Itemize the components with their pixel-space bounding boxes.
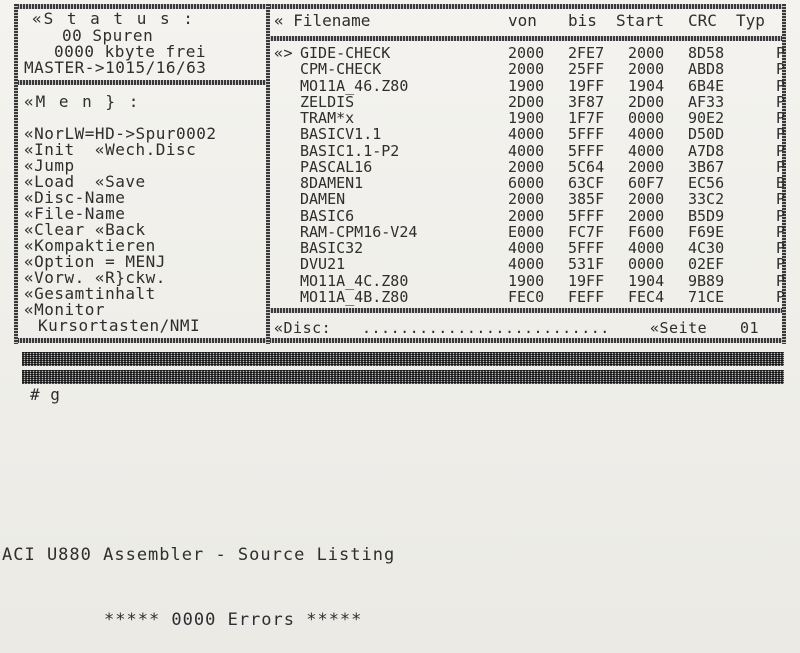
page-number: 01 (740, 319, 760, 337)
header-bis: bis (568, 11, 597, 30)
file-start-cell: 4000 (628, 141, 665, 160)
header-von: von (508, 11, 537, 30)
file-bis-cell: 531F (568, 255, 605, 274)
file-crc-cell: 6B4E (688, 76, 725, 95)
file-typ-cell: P (776, 222, 786, 241)
menu-item-kompaktieren[interactable]: «Kompaktieren (24, 236, 156, 255)
file-row[interactable] (300, 94, 790, 110)
file-crc-cell: F69E (688, 222, 725, 241)
file-bis-cell: 385F (568, 190, 605, 209)
file-von-cell: 2000 (508, 206, 545, 225)
file-typ-cell: P (776, 141, 786, 160)
file-bis-cell: 1F7F (568, 109, 605, 127)
command-prompt[interactable]: # g (30, 385, 61, 404)
file-typ-cell: P (776, 287, 786, 306)
file-start-cell: 1904 (628, 76, 665, 95)
file-typ-cell: P (776, 255, 786, 274)
file-von-cell: FEC0 (508, 287, 545, 306)
file-bis-cell: 5FFF (568, 239, 605, 257)
file-filename-cell: 8DAMEN1 (300, 174, 364, 192)
menu-item-disc-name[interactable]: «Disc-Name (24, 188, 126, 207)
file-crc-cell: 90E2 (688, 109, 725, 127)
listing-errors: ***** 0000 Errors ***** (104, 610, 363, 630)
file-filename-cell: GIDE-CHECK (300, 44, 391, 62)
menu-item-init[interactable]: «Init «Wech.Disc (24, 140, 197, 159)
file-von-cell: 4000 (508, 141, 545, 160)
file-crc-cell: 33C2 (688, 190, 725, 209)
menu-item-jump[interactable]: «Jump (24, 156, 75, 175)
file-typ-cell: P (776, 60, 786, 79)
input-line-bar-2 (22, 370, 784, 384)
file-start-cell: F600 (628, 222, 665, 241)
file-typ-cell: P (776, 239, 786, 257)
file-typ-cell: P (776, 76, 786, 95)
file-filename-cell: DVU21 (300, 255, 346, 274)
file-von-cell: 1900 (508, 109, 545, 127)
file-row[interactable] (300, 273, 790, 289)
file-typ-cell: P (776, 206, 786, 225)
file-von-cell: 2000 (508, 157, 545, 176)
status-free: 0000 kbyte frei (54, 42, 206, 61)
file-row[interactable] (300, 61, 790, 77)
file-crc-cell: 02EF (688, 255, 725, 274)
file-crc-cell: 9B89 (688, 271, 725, 290)
menu-item-file-name[interactable]: «File-Name (24, 204, 126, 223)
file-crc-cell: 4C30 (688, 239, 725, 257)
file-von-cell: 2000 (508, 44, 545, 62)
file-filename-cell: BASICV1.1 (300, 125, 382, 144)
file-filename-cell: BASIC6 (300, 206, 355, 225)
menu-item-load-save[interactable]: «Load «Save (24, 172, 146, 191)
file-bis-cell: 19FF (568, 76, 605, 95)
file-row[interactable] (300, 110, 790, 126)
file-typ-cell: P (776, 157, 786, 176)
menu-item-norlw[interactable]: «NorLW=HD->Spur0002 (24, 124, 217, 143)
file-bis-cell: 2FE7 (568, 44, 605, 62)
file-crc-cell: B5D9 (688, 206, 725, 225)
file-row[interactable] (300, 256, 790, 272)
selection-cursor: «> (274, 44, 294, 62)
file-crc-cell: 8D58 (688, 44, 725, 62)
file-row[interactable] (300, 126, 790, 142)
file-start-cell: 0000 (628, 255, 665, 274)
file-crc-cell: 71CE (688, 287, 725, 306)
file-von-cell: 2000 (508, 60, 545, 79)
header-start: Start (616, 11, 665, 30)
file-crc-cell: AF33 (688, 92, 725, 111)
file-bis-cell: 5C64 (568, 157, 605, 176)
listing-title: ACI U880 Assembler - Source Listing (2, 545, 396, 565)
file-von-cell: 4000 (508, 125, 545, 144)
file-filename-cell: MO11A_4B.Z80 (300, 287, 409, 306)
file-bis-cell: FC7F (568, 222, 605, 241)
file-typ-cell: B (776, 174, 786, 192)
file-row[interactable] (300, 175, 790, 191)
file-typ-cell: P (776, 109, 786, 127)
menu-footer-hint: Kursortasten/NMI (38, 316, 201, 335)
file-filename-cell: MO11A_46.Z80 (300, 76, 409, 95)
file-row[interactable] (300, 240, 790, 256)
file-von-cell: 6000 (508, 174, 545, 192)
file-row[interactable] (300, 143, 790, 159)
file-row[interactable] (300, 208, 790, 224)
file-von-cell: 2000 (508, 190, 545, 209)
file-bis-cell: 5FFF (568, 206, 605, 225)
file-start-cell: 2000 (628, 206, 665, 225)
file-filename-cell: DAMEN (300, 190, 346, 209)
status-tracks: 00 Spuren (62, 26, 154, 45)
file-start-cell: 2000 (628, 157, 665, 176)
file-bis-cell: FEFF (568, 287, 605, 306)
file-bis-cell: 19FF (568, 271, 605, 290)
frame-divider (266, 4, 270, 344)
menu-item-monitor[interactable]: «Monitor (24, 300, 106, 319)
file-start-cell: 2000 (628, 44, 665, 62)
menu-item-clear-back[interactable]: «Clear «Back (24, 220, 146, 239)
file-crc-cell: ABD8 (688, 60, 725, 79)
file-filename-cell: RAM-CPM16-V24 (300, 222, 418, 241)
status-title: «S t a t u s : (32, 9, 195, 28)
file-start-cell: 1904 (628, 271, 665, 290)
file-row[interactable] (300, 224, 790, 240)
file-row[interactable] (300, 191, 790, 207)
status-bottom-border (14, 80, 268, 85)
menu-item-vorw-ruckw[interactable]: «Vorw. «R}ckw. (24, 268, 166, 287)
file-bis-cell: 63CF (568, 174, 605, 192)
file-start-cell: 4000 (628, 125, 665, 144)
menu-bottom-border (14, 338, 786, 343)
file-filename-cell: PASCAL16 (300, 157, 373, 176)
file-start-cell: 2D00 (628, 92, 665, 111)
header-crc: CRC (688, 11, 717, 30)
file-typ-cell: P (776, 125, 786, 144)
page-label: «Seite (650, 319, 708, 337)
file-von-cell: 4000 (508, 255, 545, 274)
menu-title: «M e n } : (24, 92, 141, 111)
file-filename-cell: BASIC1.1-P2 (300, 141, 400, 160)
file-crc-cell: A7D8 (688, 141, 725, 160)
file-crc-cell: 3B67 (688, 157, 725, 176)
file-row[interactable] (300, 78, 790, 94)
file-row[interactable] (300, 289, 790, 305)
file-start-cell: 2000 (628, 60, 665, 79)
disc-label: «Disc: (274, 319, 332, 337)
file-start-cell: 0000 (628, 109, 665, 127)
file-crc-cell: D50D (688, 125, 725, 144)
file-start-cell: 4000 (628, 239, 665, 257)
file-typ-cell: P (776, 92, 786, 111)
file-von-cell: 2D00 (508, 92, 545, 111)
file-start-cell: 2000 (628, 190, 665, 209)
file-bis-cell: 25FF (568, 60, 605, 79)
file-filename-cell: CPM-CHECK (300, 60, 382, 79)
file-von-cell: E000 (508, 222, 545, 241)
file-typ-cell: P (776, 44, 786, 62)
file-start-cell: 60F7 (628, 174, 665, 192)
menu-item-gesamtinhalt[interactable]: «Gesamtinhalt (24, 284, 156, 303)
file-typ-cell: P (776, 190, 786, 209)
file-von-cell: 1900 (508, 271, 545, 290)
status-master: MASTER->1015/16/63 (24, 58, 207, 77)
file-crc-cell: EC56 (688, 174, 725, 192)
files-header-border (268, 36, 786, 41)
disc-dots: .......................... (362, 319, 610, 337)
file-row-selected[interactable] (300, 45, 790, 61)
file-start-cell: FEC4 (628, 287, 665, 306)
file-von-cell: 4000 (508, 239, 545, 257)
header-filename: « Filename (274, 11, 371, 30)
header-typ: Typ (736, 11, 765, 30)
frame-left-border (14, 4, 18, 344)
file-row[interactable] (300, 159, 790, 175)
file-von-cell: 1900 (508, 76, 545, 95)
file-filename-cell: MO11A_4C.Z80 (300, 271, 409, 290)
file-bis-cell: 3F87 (568, 92, 605, 111)
input-line-bar-1 (22, 352, 784, 366)
file-filename-cell: BASIC32 (300, 239, 364, 257)
file-filename-cell: TRAM*x (300, 109, 355, 127)
menu-item-option[interactable]: «Option = MENJ (24, 252, 166, 271)
file-typ-cell: P (776, 271, 786, 290)
file-filename-cell: ZELDIS (300, 92, 355, 111)
file-bis-cell: 5FFF (568, 141, 605, 160)
file-bis-cell: 5FFF (568, 125, 605, 144)
files-footer-border (268, 308, 786, 313)
